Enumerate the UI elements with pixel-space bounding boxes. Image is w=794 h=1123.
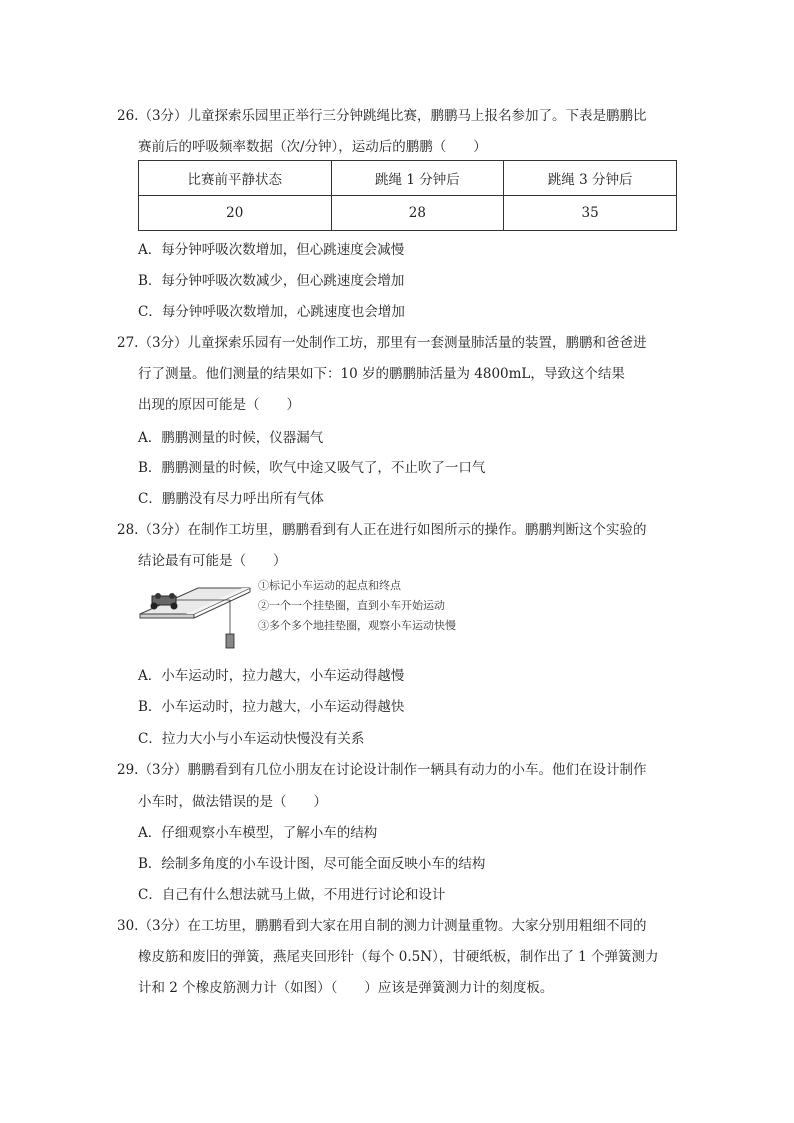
figure-label-3: ③多个多个地挂垫圈，观察小车运动快慢 [258, 619, 456, 632]
table-header-cell: 比赛前平静状态 [139, 161, 332, 196]
table-cell: 35 [504, 196, 677, 231]
q26-stem-line2: 赛前后的呼吸频率数据（次/分钟），运动后的鹏鹏（ ） [138, 139, 487, 155]
q29-stem-line2: 小车时，做法错误的是（ ） [138, 794, 327, 810]
q30-stem-line1: 30.（3分）在工坊里，鹏鹏看到大家在用自制的测力计测量重物。大家分别用粗细不同的 [117, 918, 647, 934]
table-header-row [139, 161, 677, 196]
q27-stem-line2: 行了测量。他们测量的结果如下：10 岁的鹏鹏肺活量为 4800mL，导致这个结果 [138, 366, 625, 382]
table-cell: 28 [331, 196, 504, 231]
cart-wheel [169, 593, 175, 599]
q26-option-a[interactable]: A．每分钟呼吸次数增加，但心跳速度会减慢 [138, 242, 405, 258]
q27-stem-line3: 出现的原因可能是（ ） [138, 397, 300, 413]
q30-stem-line3: 计和 2 个橡皮筋测力计（如图）（ ）应该是弹簧测力计的刻度板。 [138, 980, 554, 996]
q26-stem-line1: 26.（3分）儿童探索乐园里正举行三分钟跳绳比赛，鹏鹏马上报名参加了。下表是鹏鹏比 [117, 108, 647, 124]
q27-option-a[interactable]: A．鹏鹏测量的时候，仪器漏气 [138, 430, 324, 446]
q27-stem-line1: 27.（3分）儿童探索乐园有一处制作工坊，那里有一套测量肺活量的装置，鹏鹏和爸爸进 [117, 335, 647, 351]
table-row [139, 196, 677, 231]
q29-stem-line1: 29.（3分）鹏鹏看到有几位小朋友在讨论设计制作一辆具有动力的小车。他们在设计制作 [117, 762, 647, 778]
q28-stem-line2: 结论最有可能是（ ） [138, 553, 287, 569]
q28-option-c[interactable]: C．拉力大小与小车运动快慢没有关系 [138, 731, 365, 747]
q28-option-b[interactable]: B．小车运动时，拉力越大，小车运动得越快 [138, 699, 405, 715]
q26-option-c[interactable]: C．每分钟呼吸次数增加，心跳速度也会增加 [138, 304, 405, 320]
figure-label-2: ②一个一个挂垫圈，直到小车开始运动 [258, 599, 445, 612]
table-board-edge [140, 614, 194, 618]
cart-wheel [151, 603, 158, 610]
q28-option-a[interactable]: A．小车运动时，拉力越大，小车运动得越慢 [138, 668, 405, 684]
q29-option-b[interactable]: B．绘制多角度的小车设计图，尽可能全面反映小车的结构 [138, 856, 486, 872]
q26-data-table [138, 160, 677, 231]
q29-option-c[interactable]: C．自己有什么想法就马上做，不用进行讨论和设计 [138, 887, 446, 903]
table-cell: 20 [139, 196, 332, 231]
q27-option-c[interactable]: C．鹏鹏没有尽力呼出所有气体 [138, 491, 324, 507]
cart-wheel [171, 603, 178, 610]
cart-wheel [155, 593, 161, 599]
q29-option-a[interactable]: A．仔细观察小车模型，了解小车的结构 [138, 825, 378, 841]
q28-stem-line1: 28.（3分）在制作工坊里，鹏鹏看到有人正在进行如图所示的操作。鹏鹏判断这个实验的 [117, 522, 647, 538]
q30-stem-line2: 橡皮筋和废旧的弹簧，燕尾夹回形针（每个 0.5N），甘硬纸板，制作出了 1 个弹簧测力 [138, 949, 659, 965]
washer-weights [226, 634, 234, 648]
q28-experiment-figure [138, 574, 458, 656]
q26-option-b[interactable]: B．每分钟呼吸次数减少，但心跳速度会增加 [138, 273, 405, 289]
q27-option-b[interactable]: B．鹏鹏测量的时候，吹气中途又吸气了，不止吹了一口气 [138, 460, 486, 476]
figure-label-1: ①标记小车运动的起点和终点 [258, 579, 401, 592]
table-header-cell: 跳绳 3 分钟后 [504, 161, 677, 196]
table-header-cell: 跳绳 1 分钟后 [331, 161, 504, 196]
